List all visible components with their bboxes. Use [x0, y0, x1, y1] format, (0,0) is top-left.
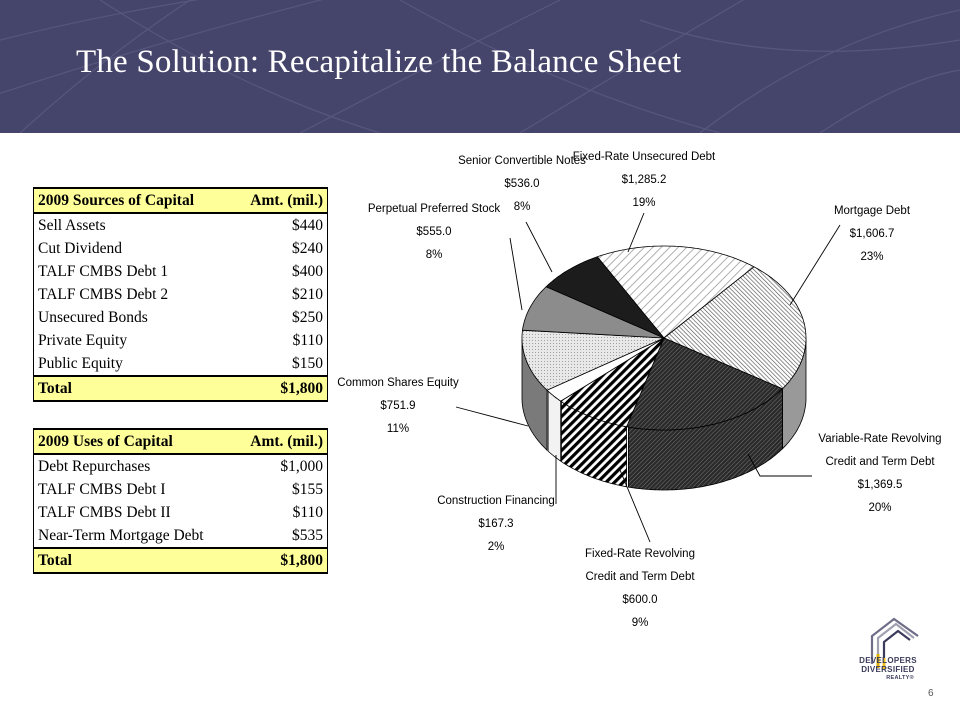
slice-value-label: $555.0	[416, 226, 452, 238]
slice-value-label: $1,606.7	[849, 228, 895, 240]
slice-value-label: $167.3	[478, 518, 514, 530]
leader-line	[526, 222, 552, 272]
slice-percent-label: 9%	[631, 617, 649, 629]
row-label: Debt Repurchases	[34, 454, 234, 478]
slice-name: Perpetual Preferred Stock	[367, 203, 501, 215]
logo-line: REALTY®	[886, 675, 914, 681]
leader-line	[510, 238, 522, 310]
slice-name: Mortgage Debt	[833, 205, 911, 217]
row-amount: $110	[230, 329, 327, 352]
row-label: Private Equity	[34, 329, 231, 352]
slice-percent-label: 23%	[860, 251, 884, 263]
slice-name: Fixed-Rate Unsecured Debt	[572, 151, 716, 163]
column-header: Amt. (mil.)	[230, 188, 327, 213]
slice-name: Construction Financing	[437, 495, 555, 507]
slice-percent-label: 8%	[425, 249, 443, 261]
company-logo-text	[848, 656, 928, 683]
row-label: TALF CMBS Debt II	[34, 501, 234, 524]
logo-line: DEVELOPERS	[859, 656, 917, 665]
slice-value-label: $1,285.2	[621, 174, 667, 186]
row-label: Cut Dividend	[34, 237, 231, 260]
row-label: TALF CMBS Debt 2	[34, 283, 231, 306]
slice-value-label: $1,369.5	[857, 479, 903, 491]
row-amount: $210	[230, 283, 327, 306]
pie-top	[522, 246, 806, 430]
slice-value-label: $751.9	[380, 400, 416, 412]
slice-percent-label: 11%	[386, 423, 410, 435]
slice-name: Fixed-Rate Revolving	[585, 548, 695, 560]
row-amount: $535	[234, 524, 328, 548]
slice-name: Credit and Term Debt	[825, 456, 935, 468]
slice-name: Credit and Term Debt	[585, 571, 695, 583]
row-amount: $250	[230, 306, 327, 329]
logo-line: DIVERSIFIED	[861, 665, 915, 674]
row-label: TALF CMBS Debt I	[34, 478, 234, 501]
row-amount: $110	[234, 501, 328, 524]
slice-percent-label: 8%	[513, 201, 531, 213]
row-label: Sell Assets	[34, 213, 231, 237]
leader-line	[456, 407, 528, 426]
column-header: Amt. (mil.)	[234, 429, 328, 454]
row-amount: $240	[230, 237, 327, 260]
row-amount: $150	[230, 352, 327, 376]
total-label: Total	[34, 548, 234, 573]
slice-percent-label: 19%	[632, 197, 656, 209]
slice-name: Variable-Rate Revolving	[818, 433, 942, 445]
column-header: 2009 Sources of Capital	[34, 188, 231, 213]
total-amount: $1,800	[230, 376, 327, 401]
page-title: The Solution: Recapitalize the Balance Sheet	[76, 44, 682, 80]
slice-name: Senior Convertible Notes	[458, 155, 586, 167]
column-header: 2009 Uses of Capital	[34, 429, 234, 454]
slice-value-label: $536.0	[504, 178, 540, 190]
total-amount: $1,800	[234, 548, 328, 573]
row-label: Unsecured Bonds	[34, 306, 231, 329]
slice-value-label: $600.0	[622, 594, 658, 606]
slice-percent-label: 2%	[487, 541, 505, 553]
slice-percent-label: 20%	[868, 502, 892, 514]
pie-slice-side	[548, 391, 561, 461]
total-label: Total	[34, 376, 231, 401]
row-amount: $1,000	[234, 454, 328, 478]
slice-name: Common Shares Equity	[337, 377, 459, 389]
row-amount: $440	[230, 213, 327, 237]
row-label: Public Equity	[34, 352, 231, 376]
row-amount: $400	[230, 260, 327, 283]
row-label: TALF CMBS Debt 1	[34, 260, 231, 283]
page-number: 6	[928, 688, 934, 699]
row-amount: $155	[234, 478, 328, 501]
leader-line	[628, 213, 644, 252]
row-label: Near-Term Mortgage Debt	[34, 524, 234, 548]
leader-line	[790, 225, 840, 305]
